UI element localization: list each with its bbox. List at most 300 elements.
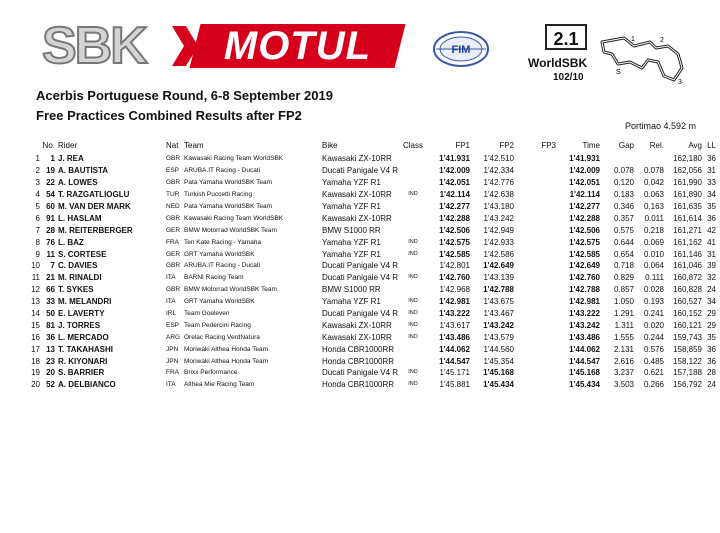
session-title: Free Practices Combined Results after FP2	[36, 108, 302, 123]
cell-team: Moriwaki Althea Honda Team	[184, 345, 269, 353]
cell-ll: 42	[707, 225, 716, 235]
cell-rider: L. HASLAM	[58, 213, 102, 223]
table-row	[26, 165, 716, 177]
cell-rel: 0.266	[643, 380, 664, 390]
cell-gap: 2.616	[613, 356, 634, 366]
cell-fp2: 1'45.434	[483, 380, 514, 390]
svg-text:1: 1	[631, 36, 635, 43]
cell-cls: IND	[408, 250, 418, 257]
cell-ll: 36	[707, 344, 716, 354]
cell-rel	[634, 153, 664, 165]
cell-pos: 10	[31, 261, 40, 271]
cell-team: Althea Mie Racing Team	[184, 381, 255, 389]
cell-rider: M. RINALDI	[58, 273, 102, 283]
cell-cls: IND	[408, 333, 418, 340]
cell-fp1: 1'41.931	[439, 154, 470, 164]
cell-time: 1'42.009	[569, 166, 600, 176]
cell-time: 1'44.062	[569, 344, 600, 354]
cell-avg: 161,046	[673, 261, 702, 271]
cell-avg: 161,614	[673, 213, 702, 223]
cell-bike: Yamaha YZF R1	[322, 178, 381, 188]
cell-rider: E. LAVERTY	[58, 309, 105, 319]
cell-avg: 158,859	[673, 344, 702, 354]
cell-avg: 159,743	[673, 332, 702, 342]
cell-time: 1'43.242	[569, 320, 600, 330]
cell-ll: 39	[707, 261, 716, 271]
cell-rel: 0.111	[645, 273, 664, 283]
cell-nat: ITA	[166, 381, 176, 389]
cell-gap: 0.346	[613, 202, 634, 211]
cell-rider: J. REA	[58, 154, 84, 164]
cell-pos: 15	[31, 320, 40, 330]
cell-team: GRT Yamaha WorldSBK	[184, 250, 255, 258]
cell-bike: Yamaha YZF R1	[322, 237, 381, 247]
cell-avg: 161,162	[673, 237, 702, 247]
cell-fp2: 1'43.579	[483, 332, 514, 342]
cell-fp1: 1'42.114	[439, 190, 470, 200]
sbk-logo: SBK	[42, 17, 146, 75]
table-row	[26, 153, 716, 165]
cell-time: 1'42.506	[569, 225, 600, 235]
col-fp2: FP2	[499, 140, 514, 150]
cell-fp1: 1'42.277	[439, 202, 470, 211]
cell-no: 21	[46, 273, 55, 283]
cell-rider: L. MERCADO	[58, 332, 109, 342]
cell-nat: IRL	[166, 310, 177, 318]
cell-nat: GBR	[166, 262, 181, 270]
cell-nat: ITA	[166, 274, 176, 282]
col-nat: Nat	[166, 140, 179, 150]
cell-fp2: 1'42.649	[483, 261, 514, 271]
cell-fp3	[514, 248, 556, 260]
table-row	[26, 189, 716, 201]
cell-pos: 4	[35, 190, 40, 200]
cell-avg: 162,180	[673, 154, 702, 164]
cell-fp3	[514, 379, 556, 391]
cell-cls	[400, 355, 426, 367]
cell-bike: Kawasaki ZX-10RR	[322, 332, 392, 342]
col-team: Team	[184, 140, 204, 150]
cell-team: GRT Yamaha WorldSBK	[184, 298, 255, 306]
cell-nat: ARG	[166, 333, 181, 341]
cell-no: 54	[46, 190, 55, 200]
cell-rel: 0.576	[643, 344, 664, 354]
cell-no: 20	[46, 368, 55, 378]
cell-gap: 1.555	[613, 332, 634, 342]
cell-ll: 32	[707, 273, 716, 283]
cell-fp2: 1'45.354	[483, 356, 514, 366]
cell-team: BMW Motorrad WorldSBK Team	[184, 226, 277, 234]
cell-rel: 0.218	[643, 225, 664, 235]
cell-pos: 7	[35, 225, 40, 235]
cell-no: 60	[46, 202, 55, 211]
cell-cls	[400, 201, 426, 213]
track-map-icon	[594, 32, 686, 88]
cell-avg: 162,056	[673, 166, 702, 176]
cell-rel: 0.241	[643, 309, 664, 319]
col-avg: Avg	[688, 140, 702, 150]
cell-fp2: 1'43.242	[483, 213, 514, 223]
cell-fp3	[514, 177, 556, 189]
cell-team: Pata Yamaha WorldSBK Team	[184, 203, 273, 210]
cell-fp1: 1'43.222	[439, 309, 470, 319]
cell-fp2: 1'42.510	[483, 154, 514, 164]
cell-team: Kawasaki Racing Team WorldSBK	[184, 214, 284, 222]
cell-nat: ESP	[166, 167, 180, 175]
cell-bike: Kawasaki ZX-10RR	[322, 190, 392, 200]
cell-gap: 1.311	[614, 320, 634, 330]
cell-nat: GBR	[166, 286, 181, 294]
cell-bike: Yamaha YZF R1	[322, 202, 381, 211]
cell-pos: 13	[31, 297, 40, 307]
cell-team: BARNI Racing Team	[184, 274, 244, 282]
cell-gap: 0.857	[613, 285, 634, 295]
cell-fp2: 1'42.776	[483, 178, 514, 188]
cell-pos: 12	[31, 285, 40, 295]
cell-avg: 156,792	[673, 380, 702, 390]
cell-nat: TUR	[166, 191, 180, 199]
round-number-badge: 2.1	[545, 24, 587, 50]
cell-bike: Ducati Panigale V4 R	[322, 368, 399, 378]
cell-no: 76	[46, 237, 55, 247]
cell-gap: 1.050	[613, 297, 634, 307]
cell-ll: 35	[707, 202, 716, 211]
cell-nat: FRA	[166, 369, 179, 377]
cell-pos: 18	[31, 356, 40, 366]
cell-rel: 0.042	[643, 178, 664, 188]
cell-bike: Kawasaki ZX-10RR	[322, 154, 392, 164]
cell-rider: M. MELANDRI	[58, 297, 112, 307]
cell-rider: T. RAZGATLIOGLU	[58, 190, 130, 200]
table-row	[26, 308, 716, 320]
cell-cls: IND	[408, 310, 418, 317]
table-row	[26, 319, 716, 331]
cell-nat: FRA	[166, 238, 179, 246]
table-row	[26, 272, 716, 284]
col-ll: LL	[707, 140, 716, 150]
cell-avg: 161,271	[673, 225, 702, 235]
cell-cls: IND	[408, 369, 418, 376]
cell-bike: Honda CBR1000RR	[322, 380, 395, 390]
cell-fp3	[514, 331, 556, 343]
cell-fp1: 1'43.617	[439, 320, 470, 330]
cell-ll: 24	[707, 380, 716, 390]
cell-no: 23	[46, 356, 55, 366]
cell-cls: IND	[408, 274, 418, 281]
col-rider: Rider	[58, 140, 78, 150]
cell-nat: JPN	[166, 357, 179, 365]
table-row	[26, 212, 716, 224]
cell-avg: 160,152	[673, 309, 702, 319]
cell-ll: 33	[707, 178, 716, 188]
col-gap: Gap	[618, 140, 634, 150]
cell-avg: 158,122	[673, 356, 702, 366]
cell-team: BMW Motorrad WorldSBK Team	[184, 286, 277, 294]
cell-ll: 36	[707, 356, 716, 366]
table-row	[26, 224, 716, 236]
cell-fp2: 1'44.560	[483, 344, 514, 354]
cell-pos: 19	[31, 368, 40, 378]
cell-fp2: 1'42.933	[483, 237, 514, 247]
cell-bike: Ducati Panigale V4 R	[322, 309, 399, 319]
col-pos	[26, 137, 40, 153]
cell-fp1: 1'42.760	[439, 273, 470, 283]
cell-ll: 35	[707, 332, 716, 342]
cell-pos: 9	[35, 249, 40, 259]
svg-text:2: 2	[660, 37, 664, 44]
col-fp1: FP1	[455, 140, 470, 150]
cell-cls: IND	[408, 321, 418, 328]
cell-gap: 0.575	[613, 225, 634, 235]
cell-pos: 17	[31, 344, 40, 354]
cell-rel: 0.020	[643, 320, 664, 330]
cell-rel: 0.064	[643, 261, 664, 271]
table-row	[26, 331, 716, 343]
table-row	[26, 343, 716, 355]
results-table	[26, 137, 716, 391]
cell-fp2: 1'42.334	[483, 166, 514, 176]
cell-fp1: 1'42.051	[439, 178, 470, 188]
cell-fp1: 1'42.801	[439, 261, 470, 271]
cell-time: 1'42.277	[569, 202, 600, 211]
cell-no: 22	[46, 178, 55, 188]
cell-fp1: 1'43.486	[439, 332, 470, 342]
cell-time: 1'42.981	[569, 297, 600, 307]
cell-gap: 0.120	[613, 178, 634, 188]
cell-rider: J. TORRES	[58, 320, 101, 330]
cell-nat: GBR	[166, 214, 181, 222]
cell-gap	[600, 153, 634, 165]
cell-gap: 0.357	[613, 213, 634, 223]
document-code: 102/10	[553, 72, 584, 83]
cell-rel: 0.078	[643, 166, 664, 176]
cell-rider: R. KIYONARI	[58, 356, 108, 366]
cell-fp1: 1'42.585	[439, 249, 470, 259]
cell-time: 1'42.760	[569, 273, 600, 283]
cell-bike: Honda CBR1000RR	[322, 356, 395, 366]
col-class: Class	[402, 140, 423, 150]
cell-team: Moriwaki Althea Honda Team	[184, 357, 269, 365]
cell-cls: IND	[408, 238, 418, 245]
cell-fp1: 1'44.062	[439, 344, 470, 354]
cell-gap: 0.718	[613, 261, 634, 271]
cell-avg: 161,635	[673, 202, 702, 211]
cell-ll: 29	[707, 320, 716, 330]
cell-fp3	[514, 343, 556, 355]
cell-rel: 0.163	[643, 202, 664, 211]
cell-rel: 0.063	[643, 190, 664, 200]
table-row	[26, 296, 716, 308]
cell-bike: BMW S1000 RR	[322, 225, 381, 235]
cell-cls	[400, 153, 426, 165]
col-time: Time	[582, 140, 600, 150]
cell-gap: 3.237	[613, 368, 634, 378]
cell-team: Ten Kate Racing - Yamaha	[184, 238, 262, 246]
table-row	[26, 367, 716, 379]
cell-pos: 20	[31, 380, 40, 390]
table-row	[26, 284, 716, 296]
cell-time: 1'42.051	[569, 178, 600, 188]
cell-ll: 31	[707, 166, 716, 176]
cell-fp1: 1'45.881	[439, 380, 470, 390]
cell-team: Team Pedercini Racing	[184, 321, 251, 329]
cell-rel: 0.244	[643, 332, 664, 342]
cell-time: 1'42.288	[569, 213, 600, 223]
cell-nat: GER	[166, 250, 181, 258]
cell-cls	[400, 224, 426, 236]
cell-gap: 2.131	[613, 344, 634, 354]
cell-bike: Yamaha YZF R1	[322, 297, 381, 307]
cell-rider: T. SYKES	[58, 285, 94, 295]
series-name: WorldSBK	[528, 56, 588, 70]
cell-fp1: 1'42.288	[439, 213, 470, 223]
cell-fp3	[514, 189, 556, 201]
svg-text:FIM: FIM	[451, 44, 471, 56]
cell-fp3	[514, 284, 556, 296]
cell-avg: 161,990	[673, 178, 702, 188]
cell-no: 7	[50, 261, 55, 271]
cell-rider: M. REITERBERGER	[58, 225, 133, 235]
cell-fp3	[514, 153, 556, 165]
cell-cls	[400, 260, 426, 272]
col-bike: Bike	[322, 140, 338, 150]
cell-ll: 41	[707, 237, 716, 247]
cell-avg: 161,146	[673, 249, 702, 259]
cell-fp3	[514, 224, 556, 236]
cell-team: Brixx Performance	[184, 369, 238, 377]
cell-no: 81	[46, 320, 55, 330]
cell-cls: IND	[408, 381, 418, 388]
cell-gap: 0.829	[613, 273, 634, 283]
cell-fp1: 1'42.981	[439, 297, 470, 307]
cell-rider: C. DAVIES	[58, 261, 98, 271]
cell-no: 1	[50, 154, 55, 164]
cell-no: 36	[46, 332, 55, 342]
cell-avg: 160,872	[673, 273, 702, 283]
cell-ll: 36	[707, 213, 716, 223]
event-title: Acerbis Portuguese Round, 6-8 September 2019	[36, 88, 333, 103]
cell-time: 1'42.788	[569, 285, 600, 295]
cell-ll: 24	[707, 285, 716, 295]
cell-cls: IND	[408, 298, 418, 305]
cell-ll: 34	[707, 297, 716, 307]
cell-bike: Ducati Panigale V4 R	[322, 273, 399, 283]
cell-team: Pata Yamaha WorldSBK Team	[184, 179, 273, 187]
col-no: No.	[42, 140, 55, 150]
cell-bike: Kawasaki ZX-10RR	[322, 320, 392, 330]
cell-time: 1'43.486	[569, 332, 600, 342]
table-row	[26, 201, 716, 213]
cell-nat: ESP	[166, 321, 180, 329]
cell-nat: JPN	[166, 345, 179, 353]
cell-pos: 6	[35, 213, 40, 223]
cell-pos: 2	[35, 166, 40, 176]
cell-rider: T. TAKAHASHI	[58, 344, 113, 354]
cell-bike: Honda CBR1000RR	[322, 344, 395, 354]
table-row	[26, 236, 716, 248]
cell-fp1: 1'42.968	[439, 285, 470, 295]
cell-avg: 161,890	[673, 190, 702, 200]
cell-gap: 0.183	[613, 190, 634, 200]
cell-no: 91	[46, 213, 55, 223]
cell-avg: 157,188	[673, 368, 702, 378]
cell-pos: 3	[35, 178, 40, 188]
cell-fp3	[514, 367, 556, 379]
cell-fp3	[514, 308, 556, 320]
cell-pos: 14	[31, 309, 40, 319]
cell-time: 1'45.168	[569, 368, 600, 378]
cell-fp3	[514, 165, 556, 177]
cell-fp3	[514, 236, 556, 248]
cell-fp1: 1'44.547	[439, 356, 470, 366]
cell-no: 11	[46, 249, 55, 259]
cell-fp1: 1'42.506	[439, 225, 470, 235]
cell-fp2: 1'43.139	[483, 273, 514, 283]
cell-bike: Ducati Panigale V4 R	[322, 166, 399, 176]
cell-team: ARUBA.IT Racing - Ducati	[184, 262, 261, 270]
svg-text:S: S	[616, 69, 621, 76]
cell-fp2: 1'42.949	[483, 225, 514, 235]
cell-nat: GBR	[166, 155, 181, 163]
cell-no: 66	[46, 285, 55, 295]
cell-team: Team Goeleven	[184, 310, 230, 318]
cell-fp2: 1'42.788	[483, 285, 514, 295]
cell-fp2: 1'43.675	[483, 297, 514, 307]
cell-time: 1'42.585	[569, 249, 600, 259]
cell-no: 28	[46, 225, 55, 235]
cell-fp3	[514, 355, 556, 367]
cell-gap: 0.654	[613, 249, 634, 259]
cell-no: 13	[46, 344, 55, 354]
cell-no: 33	[46, 297, 55, 307]
cell-time: 1'43.222	[569, 309, 600, 319]
cell-time: 1'42.114	[569, 190, 600, 200]
cell-rel: 0.193	[643, 297, 664, 307]
table-row	[26, 355, 716, 367]
cell-rider: L. BAZ	[58, 237, 84, 247]
cell-team: Orelac Racing VerdNatura	[184, 333, 260, 341]
cell-time: 1'42.575	[569, 237, 600, 247]
cell-ll: 36	[707, 154, 716, 164]
cell-fp3	[514, 212, 556, 224]
cell-time: 1'42.649	[569, 261, 600, 271]
cell-bike: Yamaha YZF R1	[322, 249, 381, 259]
cell-pos: 16	[31, 332, 40, 342]
motul-logo: MOTUL	[190, 24, 406, 68]
cell-avg: 160,527	[673, 297, 702, 307]
cell-rel: 0.028	[643, 285, 664, 295]
cell-fp1: 1'42.575	[439, 237, 470, 247]
cell-fp3	[514, 296, 556, 308]
cell-gap: 3.503	[613, 380, 634, 390]
cell-rider: A. DELBIANCO	[58, 380, 116, 390]
cell-rel: 0.485	[643, 356, 664, 366]
cell-fp1: 1'45.171	[439, 368, 470, 378]
table-row	[26, 260, 716, 272]
cell-rel: 0.011	[644, 213, 664, 223]
cell-fp2: 1'43.242	[483, 320, 514, 330]
cell-cls	[400, 343, 426, 355]
cell-bike: BMW S1000 RR	[322, 285, 381, 295]
cell-rel: 0.621	[643, 368, 664, 378]
fim-logo-icon	[432, 26, 490, 72]
cell-rider: S. BARRIER	[58, 368, 105, 378]
cell-fp3	[514, 272, 556, 284]
cell-rel: 0.010	[643, 249, 664, 259]
cell-bike: Kawasaki ZX-10RR	[322, 213, 392, 223]
cell-nat: GER	[166, 226, 181, 234]
cell-team: Kawasaki Racing Team WorldSBK	[184, 155, 284, 163]
